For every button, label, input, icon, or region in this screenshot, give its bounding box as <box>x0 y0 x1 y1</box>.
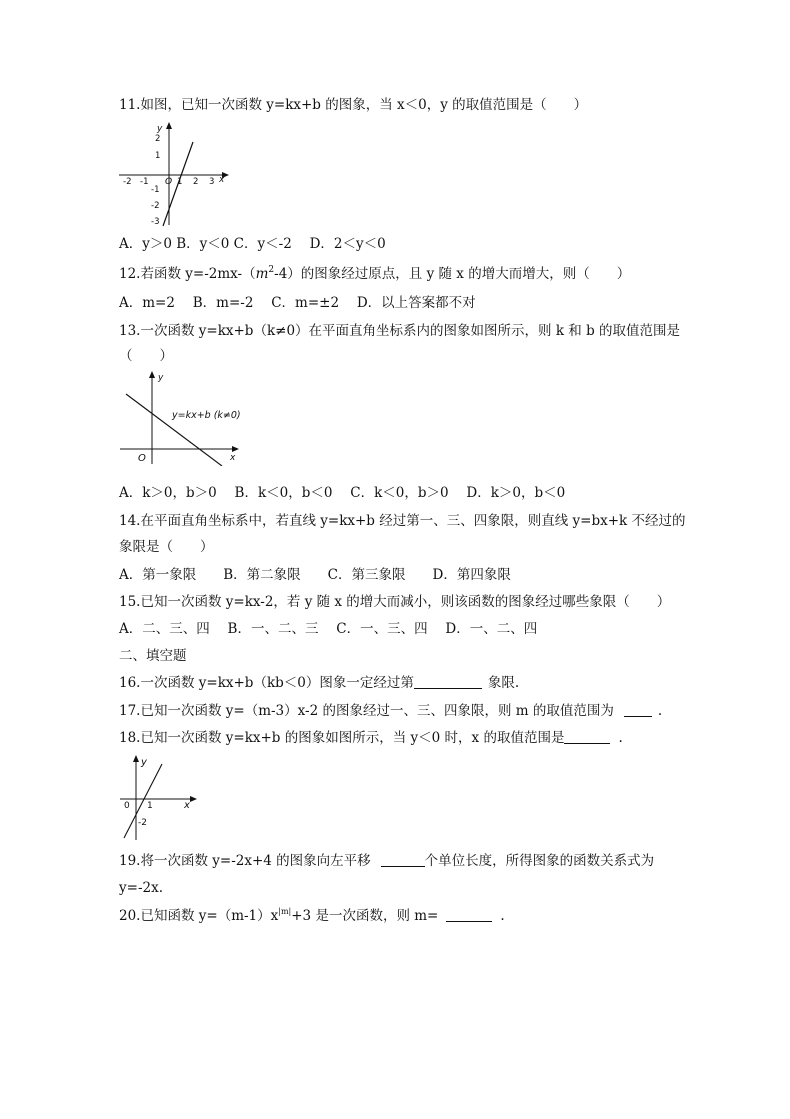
q18-before: 18.已知一次函数 y=kx+b 的图象如图所示，当 y＜0 时，x 的取值范围是 <box>119 730 565 746</box>
q15-options: A．二、三、四 B．一、二、三 C．一、三、四 D．一、二、四 <box>119 621 538 637</box>
q12-stem-m: m <box>255 266 269 282</box>
q13-stem-line2: （ ） <box>119 348 173 364</box>
q13-x-label: x <box>230 453 236 463</box>
q12-stem-b: -4）的图象经过原点，且 y 随 x 的增大而增大，则（ ） <box>274 266 631 282</box>
q13-origin: O <box>138 453 146 464</box>
q20-exp: |m| <box>278 907 292 916</box>
q20-before: 20.已知函数 y=（m-1）x <box>119 908 279 924</box>
q13-stem-line1: 13.一次函数 y=kx+b（k≠0）在平面直角坐标系内的图象如图所示，则 k 和 b 的取值范围是 <box>119 323 681 339</box>
q11-y-tick: 1 <box>155 151 161 161</box>
q18-y-label: y <box>141 757 147 768</box>
q11-x-tick: 2 <box>193 177 199 187</box>
q12-options: A．m=2 B．m=-2 C．m=±2 D．以上答案都不对 <box>119 295 476 311</box>
section-title: 二、填空题 <box>119 648 187 664</box>
q11-x-tick: -1 <box>140 177 149 187</box>
q11-y-tick: -1 <box>151 185 160 195</box>
q18-origin: 0 <box>124 801 130 811</box>
q19 <box>119 852 654 870</box>
q11-origin: O <box>165 177 173 187</box>
q16 <box>119 674 519 692</box>
q20-blank[interactable] <box>446 907 492 922</box>
q18 <box>119 729 623 747</box>
q11-y-tick: 2 <box>155 134 161 144</box>
q17-before: 17.已知一次函数 y=（m-3）x-2 的图象经过一、三、四象限，则 m 的取值范围为 <box>119 703 614 719</box>
q11-y-tick: -2 <box>151 201 160 211</box>
q18-tick-y: -2 <box>138 818 147 828</box>
q14-stem-line1: 14.在平面直角坐标系中，若直线 y=kx+b 经过第一、三、四象限，则直线 y=bx+k 不经过的 <box>119 513 686 529</box>
q19-line2: y=-2x. <box>119 880 163 896</box>
q11-x-tick: -2 <box>123 177 132 187</box>
q11-x-tick: 1 <box>177 177 183 187</box>
q18-blank[interactable] <box>564 729 610 744</box>
q17 <box>119 702 662 720</box>
q11-options: A．y＞0 B．y＜0 C．y＜-2 D．2＜y＜0 <box>119 236 386 252</box>
q11-stem: 11.如图，已知一次函数 y=kx+b 的图象，当 x＜0，y 的取值范围是（ ） <box>119 97 588 113</box>
q19-after: 个单位长度，所得图象的函数关系式为 <box>424 853 655 869</box>
q13-line-label: y=kx+b (k≠0) <box>172 410 241 421</box>
q20 <box>119 907 505 925</box>
q11-x-tick: 3 <box>209 177 215 187</box>
q16-blank[interactable] <box>414 674 482 689</box>
q11-x-label: x <box>219 175 225 185</box>
q13-y-label: y <box>158 373 164 383</box>
q18-tick-x: 1 <box>147 801 153 811</box>
q14-options: A．第一象限 B．第二象限 C．第三象限 D．第四象限 <box>119 567 511 583</box>
q11-graph <box>115 120 235 228</box>
q18-graph <box>116 752 202 842</box>
q17-blank[interactable] <box>624 702 652 717</box>
q20-mid: +3 是一次函数，则 m= <box>291 908 439 924</box>
q18-x-label: x <box>184 800 190 811</box>
q15-stem: 15.已知一次函数 y=kx-2，若 y 随 x 的增大而减小，则该函数的图象经过哪些象限（ ） <box>119 594 671 610</box>
q20-after: . <box>500 908 505 924</box>
q16-after: 象限. <box>487 675 520 691</box>
q13-options: A．k＞0，b＞0 B．k＜0，b＜0 C．k＜0，b＞0 D．k＞0，b＜0 <box>119 485 566 501</box>
q19-blank[interactable] <box>381 852 425 867</box>
q13-graph <box>118 368 243 466</box>
q12-stem-exp: 2 <box>268 265 275 275</box>
q14-stem-line2: 象限是（ ） <box>119 539 214 555</box>
q18-after: . <box>618 730 623 746</box>
q11-y-label: y <box>157 124 163 134</box>
q16-before: 16.一次函数 y=kx+b（kb＜0）图象一定经过第 <box>119 675 414 691</box>
q12-stem-a: 12.若函数 y=-2mx-（ <box>119 266 256 282</box>
q12-stem <box>119 265 630 283</box>
q17-after: . <box>657 703 663 719</box>
q11-y-tick: -3 <box>151 217 160 227</box>
q19-before: 19.将一次函数 y=-2x+4 的图象向左平移 <box>119 853 371 869</box>
